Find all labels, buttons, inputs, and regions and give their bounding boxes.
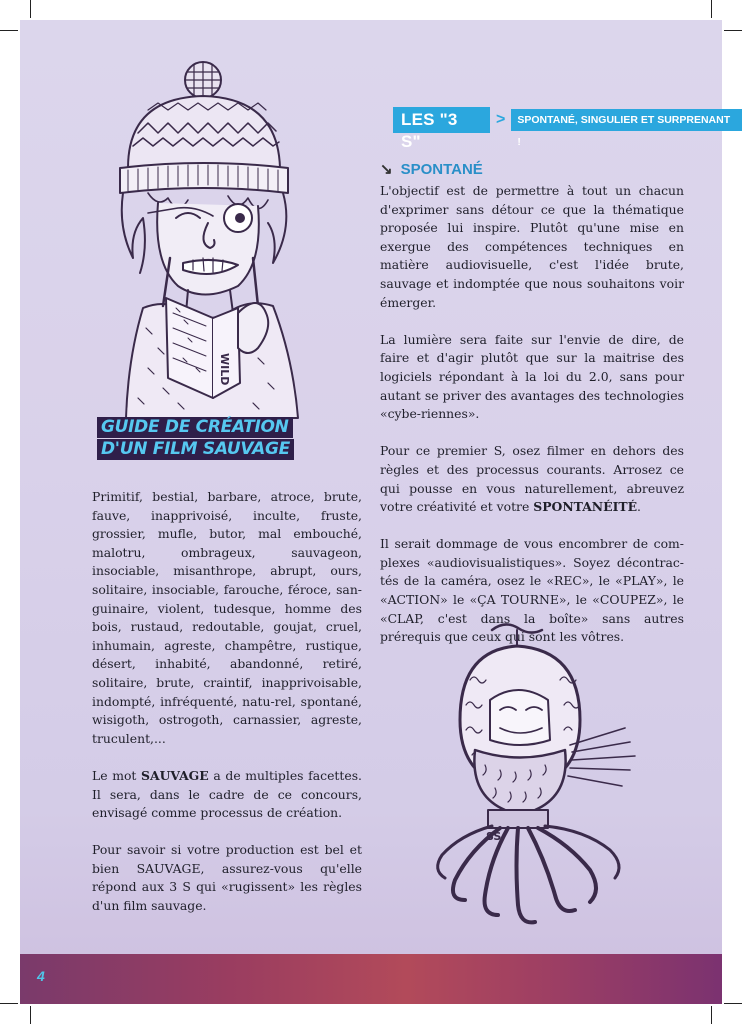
crop-mark: [0, 1003, 18, 1004]
crop-mark: [711, 0, 712, 18]
crop-mark: [30, 0, 31, 18]
paragraph: L'objectif est de permettre à tout un chacun d'exprimer sans détour ce que la thématique proposée lui inspire. Plutôt qu'une mise en exergue des compétences techniques en matière audiovisuelle, c'est l'idée brute, sauvage et indomptée que nous souhaitons voir émerger.: [380, 183, 684, 310]
footer-band: [20, 954, 722, 1004]
crop-mark: [724, 30, 742, 31]
right-column: [380, 182, 684, 665]
paragraph: Pour savoir si votre production est bel et bien SAUVAGE, assurez-vous qu'elle répond aux 3 S qui «rugissent» les règles d'un film sauvage.: [92, 842, 362, 914]
paragraph: [380, 442, 684, 516]
text-run: .: [637, 499, 641, 515]
header-arrow: >: [496, 111, 506, 128]
guide-title-line1: GUIDE DE CRÉATION: [97, 417, 293, 438]
guide-title-line2: D'UN FILM SAUVAGE: [97, 439, 294, 460]
text-run: Le mot: [92, 767, 142, 783]
arrow-down-right-icon: ↘: [380, 161, 393, 178]
book-label: WILD: [218, 353, 231, 386]
header-subtitle: SPONTANÉ, SINGULIER ET SURPRENANT !: [511, 109, 742, 131]
crop-mark: [0, 30, 18, 31]
crop-mark: [711, 1006, 712, 1024]
guide-title: [97, 417, 307, 461]
character-illustration: [88, 58, 313, 428]
page-number: 4: [37, 968, 45, 984]
paragraph: [92, 767, 362, 823]
creature-illustration: [430, 610, 645, 940]
section-header: [393, 107, 742, 151]
subheading-spontane: [380, 160, 483, 178]
emphasis-sauvage: SAUVAGE: [141, 767, 209, 783]
paragraph: Primitif, bestial, barbare, atroce, brute, fauve, inapprivoisé, inculte, fruste, grossier, mufle, butor, mal embouché, malotru, ombrageux, sauvageon, insociable, misanthrope, abrupt, ours, solitaire, insociable, farouche, féroce, san-guinaire, violent, tudesque, homme des bois, rustaud, redoutable, goujat, cruel, inhumain, agreste, champêtre, rustique, désert, inhabité, abandonné, retiré, solitaire, brute, craintif, inapprivoisable, indompté, infréquenté, natu-rel, spontané, wisigoth, ostrogoth, carnassier, agreste, truculent,...: [92, 489, 362, 746]
crop-mark: [724, 1003, 742, 1004]
emphasis-spontaneite: SPONTANÉITÉ: [533, 499, 638, 515]
header-main: LES "3 S": [393, 107, 490, 133]
svg-text:SS: SS: [486, 830, 502, 843]
left-column: [92, 488, 362, 934]
paragraph: La lumière sera faite sur l'envie de dire, de faire et d'agir plutôt que sur la maitrise des logiciels répondant à la loi du 2.0, sans pour autant se priver des avantages des technologies «cybe-riennes».: [380, 331, 684, 422]
text-run: a de multiples facettes. Il sera, dans le cadre de ce concours, envisagé comme processus de création.: [92, 767, 362, 821]
text-run: Pour ce premier S, osez filmer en dehors des règles et des processus courants. Arrosez ce qui pousse en vous naturellement, abreuvez votre créativité et votre: [380, 443, 684, 515]
subheading-title: SPONTANÉ: [400, 160, 483, 178]
paragraph: Il serait dommage de vous encombrer de com-plexes «audiovisualistiques». Soyez décontrac-tés de la caméra, osez le «REC», le «PLAY», le «ACTION» le «ÇA TOURNE», le «COUPEZ», le «CLAP, c'est dans la boîte» sans autres prérequis que ceux qui sont les vôtres.: [380, 536, 684, 645]
crop-mark: [30, 1006, 31, 1024]
